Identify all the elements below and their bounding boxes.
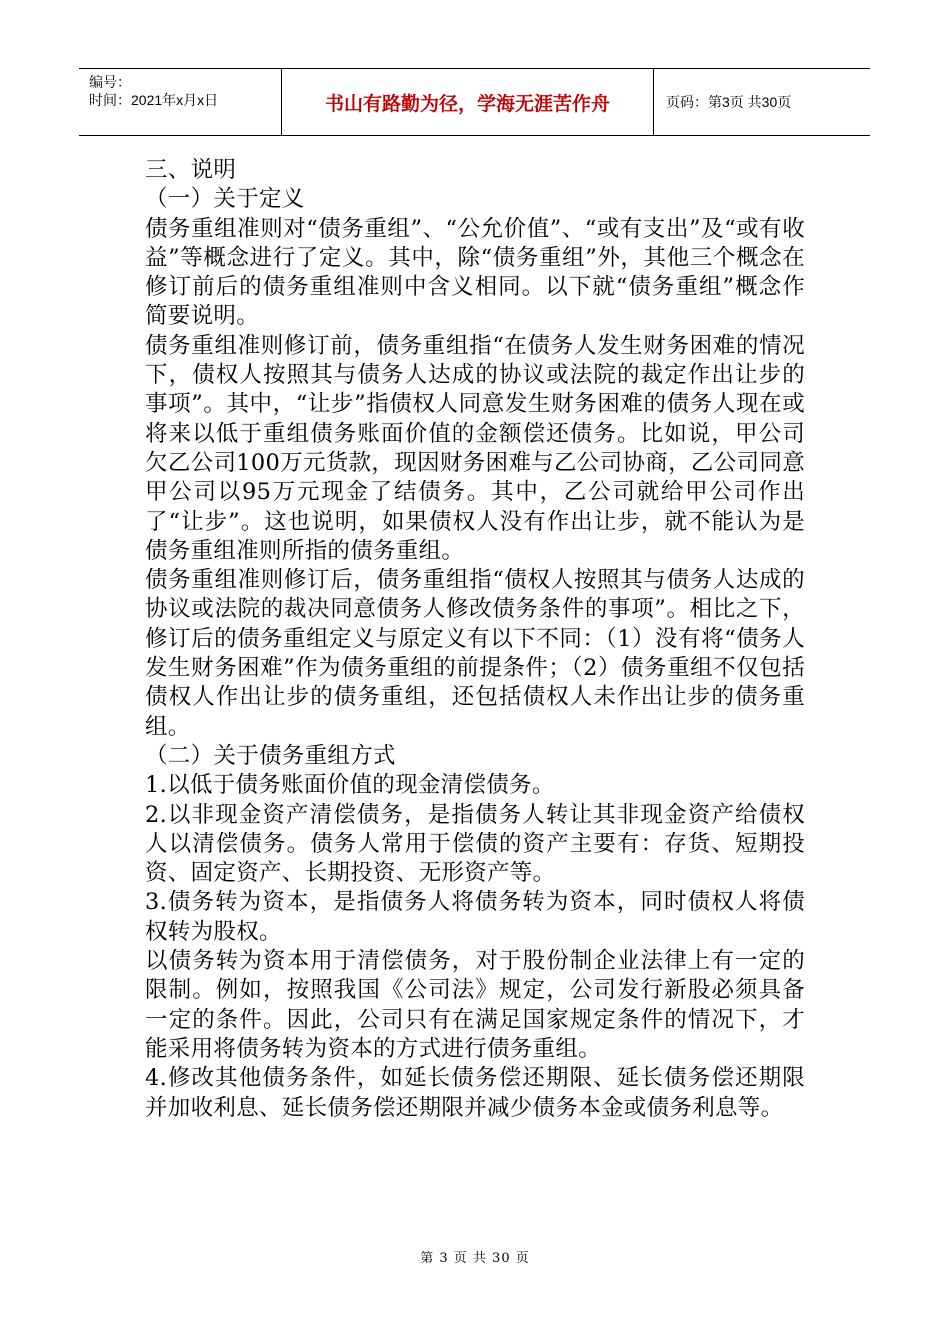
- header-page-info: 页码：第3页 共30页: [666, 94, 792, 110]
- body-paragraph: 债务重组准则对“债务重组”、“公允价值”、“或有支出”及“或有收益”等概念进行了定义。其中，除“债务重组”外，其他三个概念在修订前后的债务重组准则中含义相同。以下就“债务重组”概念作简要说明。: [145, 215, 805, 330]
- date-label: 时间：2021年x月x日: [89, 92, 219, 108]
- body-paragraph: 以债务转为资本用于清偿债务，对于股份制企业法律上有一定的限制。例如，按照我国《公司法》规定，公司发行新股必须具备一定的条件。因此，公司只有在满足国家规定条件的情况下，才能采用将债务转为资本的方式进行债务重组。: [145, 948, 805, 1062]
- subsection-heading: （一）关于定义: [145, 186, 305, 213]
- page-header: [79, 68, 870, 136]
- list-item: 1.以低于债务账面价值的现金清偿债务。: [145, 772, 555, 799]
- header-meta: [79, 69, 281, 135]
- list-item: 4.修改其他债务条件，如延长债务偿还期限、延长债务偿还期限并加收利息、延长债务偿还期限并减少债务本金或债务利息等。: [145, 1065, 805, 1121]
- section-heading: 三、说明: [145, 157, 237, 183]
- body-paragraph: 债务重组准则修订前，债务重组指“在债务人发生财务困难的情况下，债权人按照其与债务人达成的协议或法院的裁定作出让步的事项”。其中，“让步”指债权人同意发生财务困难的债务人现在或将来以低于重组债务账面价值的金额偿还债务。比如说，甲公司欠乙公司100万元货款，现因财务困难与乙公司协商，乙公司同意甲公司以95万元现金了结债务。其中，乙公司就给甲公司作出了“让步”。这也说明，如果债权人没有作出让步，就不能认为是债务重组准则所指的债务重组。: [145, 332, 805, 564]
- list-item: 2.以非现金资产清偿债务，是指债务人转让其非现金资产给债权人以清偿债务。债务人常用于偿债的资产主要有：存货、短期投资、固定资产、长期投资、无形资产等。: [145, 801, 805, 887]
- subsection-heading: （二）关于债务重组方式: [145, 742, 396, 769]
- list-item: 3.债务转为资本，是指债务人将债务转为资本，同时债权人将债权转为股权。: [145, 889, 805, 945]
- page-footer: 第 3 页 共 30 页: [420, 1251, 530, 1266]
- document-body: [145, 156, 805, 1123]
- header-motto: 书山有路勤为径，学海无涯苦作舟: [281, 69, 654, 135]
- body-paragraph: 债务重组准则修订后，债务重组指“债权人按照其与债务人达成的协议或法院的裁决同意债务人修改债务条件的事项”。相比之下，修订后的债务重组定义与原定义有以下不同：（1）没有将“债务人发生财务困难”作为债务重组的前提条件；（2）债务重组不仅包括债权人作出让步的债务重组，还包括债权人未作出让步的债务重组。: [145, 567, 805, 740]
- number-label: 编号：: [89, 74, 131, 90]
